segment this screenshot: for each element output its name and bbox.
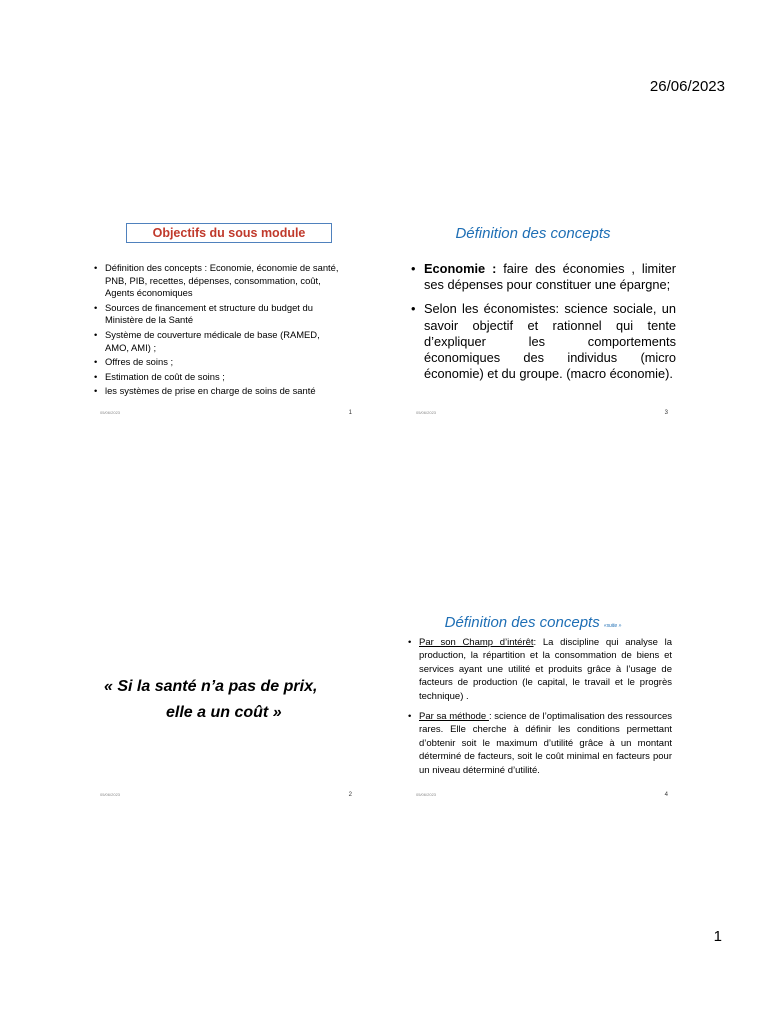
list-item: • Economie : faire des économies , limiter ses dépenses pour constituer une épargne; (411, 261, 676, 293)
slide-footer-date: 05/06/2023 (416, 410, 437, 415)
list-item: • les systèmes de prise en charge de soins de santé (94, 385, 316, 397)
list-item: • Selon les économistes: science sociale, un savoir objectif et rationnel qui tente d’expliquer les comportements économiques des individus (micro économie) et du groupe. (macro économie). (411, 301, 676, 382)
bullet-icon: • (94, 370, 98, 382)
quote-line-2: elle a un coût » (166, 704, 282, 721)
page-number: 1 (713, 928, 722, 945)
list-item: • Système de couverture médicale de base (RAMED, AMO, AMI) ; (94, 328, 320, 353)
term-champ-interet: Par son Champ d’intérêt (419, 637, 534, 648)
slide-number: 4 (664, 792, 668, 798)
slide-footer (416, 792, 668, 800)
slide-footer-date: 05/06/2023 (416, 792, 437, 797)
quote-line-1: « Si la santé n’a pas de prix, (104, 678, 318, 695)
slide-4-title (398, 614, 668, 631)
slide-footer (100, 792, 352, 800)
list-item: • Par son Champ d’intérêt: La discipline qui analyse la production, la répartition et la consommation de biens et services ayant une utilité et produits grâce à l’usage de facteurs de production (le capital, le travail et le progrès technique) . (408, 637, 672, 702)
slide-number: 2 (348, 792, 352, 798)
slide-number: 3 (664, 410, 668, 416)
term-economie: Economie : (424, 261, 497, 276)
slide-number: 1 (348, 410, 352, 416)
slide-2-thumbnail (82, 600, 352, 800)
list-item: • Offres de soins ; (94, 356, 174, 368)
list-item: • Par sa méthode : science de l’optimalisation des ressources rares. Elle cherche à définir les conditions permettant d’obtenir soit le maximum d’utilité grâce à un montant déterminé de facteurs, soit le coût minimal en facteurs pour un niveau déterminé d’utilité. (408, 711, 672, 776)
slide-3-title: Définition des concepts (455, 225, 611, 242)
bullet-icon: • (94, 356, 98, 368)
slide-4-title-suffix: «suite » (603, 623, 622, 629)
slide-4-thumbnail (398, 600, 672, 800)
bullet-icon: • (94, 301, 98, 313)
bullet-icon: • (94, 262, 98, 273)
slide-1-thumbnail (82, 218, 352, 418)
slide-3-thumbnail (398, 218, 676, 418)
bullet-icon: • (94, 328, 98, 340)
bullet-icon: • (411, 261, 416, 276)
bullet-icon: • (411, 301, 416, 317)
slide-1-title: Objectifs du sous module (126, 223, 332, 243)
bullet-icon: • (408, 637, 412, 648)
slide-footer (416, 410, 668, 418)
slide-4-title-text: Définition des concepts (444, 614, 600, 631)
term-methode: Par sa méthode (419, 711, 489, 723)
slide-3-bullet-list (408, 261, 676, 390)
slide-1-bullet-list (92, 262, 344, 400)
bullet-icon: • (94, 385, 98, 397)
list-item: • Sources de financement et structure du budget du Ministère de la Santé (94, 301, 313, 326)
slide-footer (100, 410, 352, 418)
slide-4-bullet-list (408, 636, 672, 784)
bullet-icon: • (408, 711, 412, 723)
list-item: • Estimation de coût de soins ; (94, 370, 225, 382)
slide-footer-date: 05/06/2023 (100, 410, 121, 415)
list-item: • Définition des concepts : Economie, économie de santé, PNB, PIB, recettes, dépenses, consommation, coût, Agents économiques (94, 262, 339, 299)
document-date: 26/06/2023 (649, 78, 725, 95)
slide-footer-date: 05/06/2023 (100, 792, 121, 797)
